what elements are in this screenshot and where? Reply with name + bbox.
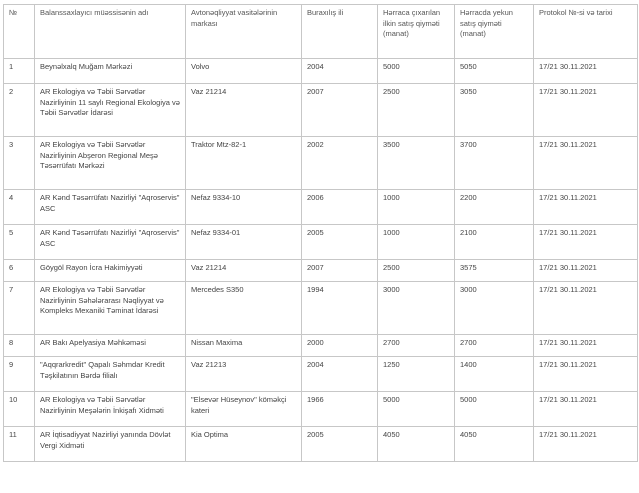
- row-number: 2: [4, 84, 35, 137]
- vehicle-brand: Mercedes S350: [186, 282, 302, 335]
- protocol-number: 17/21 30.11.2021: [534, 59, 638, 84]
- header-number: №: [4, 5, 35, 59]
- table-row: [4, 357, 638, 392]
- header-protocol: Protokol №-si və tarixi: [534, 5, 638, 59]
- final-price: 5000: [455, 392, 534, 427]
- initial-price: 3000: [378, 282, 455, 335]
- initial-price: 2500: [378, 84, 455, 137]
- release-year: 1994: [302, 282, 378, 335]
- row-number: 5: [4, 225, 35, 260]
- final-price: 5050: [455, 59, 534, 84]
- final-price: 1400: [455, 357, 534, 392]
- release-year: 2007: [302, 260, 378, 282]
- vehicle-brand: Nefaz 9334-10: [186, 190, 302, 225]
- final-price: 3575: [455, 260, 534, 282]
- initial-price: 5000: [378, 59, 455, 84]
- row-number: 10: [4, 392, 35, 427]
- protocol-number: 17/21 30.11.2021: [534, 260, 638, 282]
- table-row: [4, 282, 638, 335]
- release-year: 2000: [302, 335, 378, 357]
- header-organization: Balanssaxlayıcı müəssisənin adı: [35, 5, 186, 59]
- protocol-number: 17/21 30.11.2021: [534, 225, 638, 260]
- initial-price: 5000: [378, 392, 455, 427]
- header-year: Buraxılış ili: [302, 5, 378, 59]
- row-number: 7: [4, 282, 35, 335]
- protocol-number: 17/21 30.11.2021: [534, 427, 638, 462]
- table-row: [4, 59, 638, 84]
- organization-name: AR Ekologiya və Təbii Sərvətlər Nazirliyinin Abşeron Regional Meşə Təsərrüfatı Mərkəzi: [35, 137, 186, 190]
- organization-name: AR Kənd Təsərrüfatı Nazirliyi "Aqroservis" ASC: [35, 190, 186, 225]
- table-row: [4, 335, 638, 357]
- release-year: 2004: [302, 59, 378, 84]
- table-row: [4, 137, 638, 190]
- organization-name: AR Ekologiya və Təbii Sərvətlər Nazirliyinin Səhələrarası Nəqliyyat və Kompleks Mexaniki Təminat İdarəsi: [35, 282, 186, 335]
- vehicle-brand: Nefaz 9334-01: [186, 225, 302, 260]
- final-price: 4050: [455, 427, 534, 462]
- release-year: 2007: [302, 84, 378, 137]
- table-row: [4, 427, 638, 462]
- protocol-number: 17/21 30.11.2021: [534, 282, 638, 335]
- vehicle-brand: "Elsevər Hüseynov" köməkçi kateri: [186, 392, 302, 427]
- table-header-row: [4, 5, 638, 59]
- protocol-number: 17/21 30.11.2021: [534, 357, 638, 392]
- final-price: 2700: [455, 335, 534, 357]
- organization-name: AR İqtisadiyyat Nazirliyi yanında Dövlət Vergi Xidməti: [35, 427, 186, 462]
- protocol-number: 17/21 30.11.2021: [534, 392, 638, 427]
- final-price: 3700: [455, 137, 534, 190]
- release-year: 2004: [302, 357, 378, 392]
- initial-price: 2700: [378, 335, 455, 357]
- organization-name: Göygöl Rayon İcra Hakimiyyəti: [35, 260, 186, 282]
- vehicle-brand: Vaz 21214: [186, 260, 302, 282]
- release-year: 2006: [302, 190, 378, 225]
- vehicle-brand: Kia Optima: [186, 427, 302, 462]
- row-number: 3: [4, 137, 35, 190]
- header-initial-price: Hərraca çıxarılan ilkin satış qiyməti (manat): [378, 5, 455, 59]
- vehicle-brand: Vaz 21213: [186, 357, 302, 392]
- final-price: 2100: [455, 225, 534, 260]
- table-row: [4, 392, 638, 427]
- row-number: 1: [4, 59, 35, 84]
- vehicle-brand: Volvo: [186, 59, 302, 84]
- table-row: [4, 84, 638, 137]
- row-number: 11: [4, 427, 35, 462]
- row-number: 4: [4, 190, 35, 225]
- row-number: 8: [4, 335, 35, 357]
- initial-price: 1250: [378, 357, 455, 392]
- table-row: [4, 225, 638, 260]
- initial-price: 3500: [378, 137, 455, 190]
- release-year: 1966: [302, 392, 378, 427]
- release-year: 2002: [302, 137, 378, 190]
- row-number: 9: [4, 357, 35, 392]
- release-year: 2005: [302, 225, 378, 260]
- protocol-number: 17/21 30.11.2021: [534, 190, 638, 225]
- protocol-number: 17/21 30.11.2021: [534, 335, 638, 357]
- protocol-number: 17/21 30.11.2021: [534, 137, 638, 190]
- header-vehicle-brand: Avtonəqliyyat vasitələrinin markası: [186, 5, 302, 59]
- row-number: 6: [4, 260, 35, 282]
- protocol-number: 17/21 30.11.2021: [534, 84, 638, 137]
- vehicle-brand: Vaz 21214: [186, 84, 302, 137]
- initial-price: 4050: [378, 427, 455, 462]
- final-price: 3000: [455, 282, 534, 335]
- organization-name: AR Kənd Təsərrüfatı Nazirliyi "Aqroservis" ASC: [35, 225, 186, 260]
- initial-price: 1000: [378, 225, 455, 260]
- organization-name: Beynəlxalq Muğam Mərkəzi: [35, 59, 186, 84]
- organization-name: "Aqqrarkredit" Qapalı Səhmdar Kredit Təşkilatının Bərdə filialı: [35, 357, 186, 392]
- initial-price: 2500: [378, 260, 455, 282]
- final-price: 2200: [455, 190, 534, 225]
- header-final-price: Hərracda yekun satış qiyməti (manat): [455, 5, 534, 59]
- organization-name: AR Ekologiya və Təbii Sərvətlər Nazirliyinin Meşələrin İnkişafı Xidməti: [35, 392, 186, 427]
- table-row: [4, 190, 638, 225]
- vehicle-brand: Traktor Mtz-82-1: [186, 137, 302, 190]
- table-row: [4, 260, 638, 282]
- organization-name: AR Ekologiya və Təbii Sərvətlər Nazirliyinin 11 saylı Regional Ekologiya və Təbii Sərvətlər İdarəsi: [35, 84, 186, 137]
- organization-name: AR Bakı Apelyasiya Məhkəməsi: [35, 335, 186, 357]
- auction-results-table: [3, 4, 638, 462]
- vehicle-brand: Nissan Maxima: [186, 335, 302, 357]
- release-year: 2005: [302, 427, 378, 462]
- final-price: 3050: [455, 84, 534, 137]
- initial-price: 1000: [378, 190, 455, 225]
